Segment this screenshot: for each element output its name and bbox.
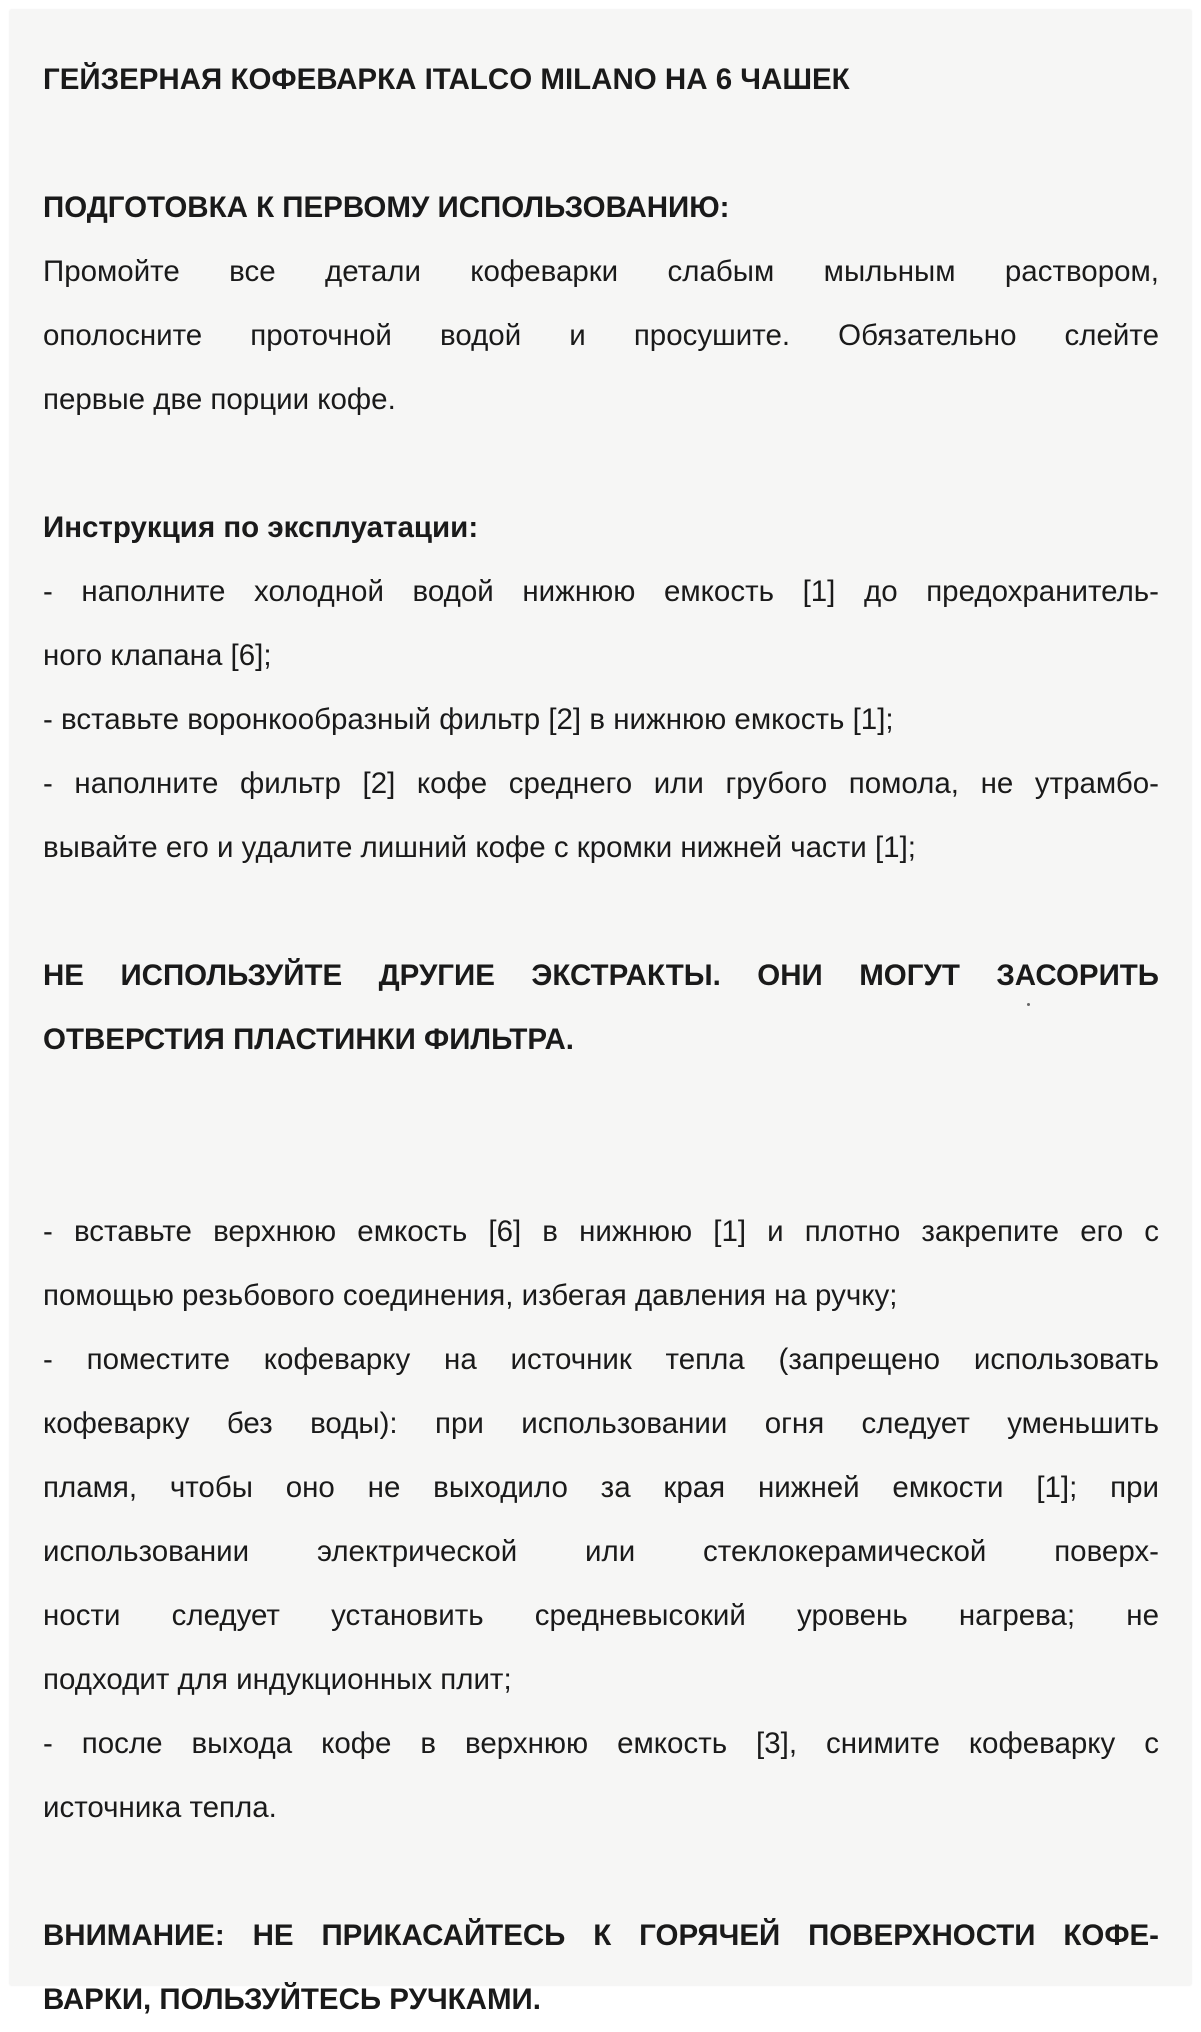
step-line: подходит для индукционных плит; [43, 1663, 512, 1696]
document-title: ГЕЙЗЕРНАЯ КОФЕВАРКА ITALCO MILANO НА 6 ЧАШЕК [43, 63, 850, 96]
warning-line: ВНИМАНИЕ: НЕ ПРИКАСАЙТЕСЬ К ГОРЯЧЕЙ ПОВЕРХНОСТИ КОФЕ- [43, 1919, 1159, 1952]
step-line: - после выхода кофе в верхнюю емкость [3], снимите кофеварку с [43, 1727, 1159, 1760]
instructions-heading: Инструкция по эксплуатации: [43, 511, 479, 544]
step-line: - поместите кофеварку на источник тепла (запрещено использовать [43, 1343, 1159, 1376]
notice-line: ОТВЕРСТИЯ ПЛАСТИНКИ ФИЛЬТРА. [43, 1023, 574, 1056]
instruction-line: - вставьте воронкообразный фильтр [2] в нижнюю емкость [1]; [43, 703, 894, 736]
step-line: - вставьте верхнюю емкость [6] в нижнюю [1] и плотно закрепите его с [43, 1215, 1159, 1248]
prep-line: Промойте все детали кофеварки слабым мыльным раствором, [43, 255, 1159, 288]
notice-line: НЕ ИСПОЛЬЗУЙТЕ ДРУГИЕ ЭКСТРАКТЫ. ОНИ МОГУТ ЗАСОРИТЬ [43, 959, 1159, 992]
step-line: ности следует установить средневысокий уровень нагрева; не [43, 1599, 1159, 1632]
prep-line: первые две порции кофе. [43, 383, 396, 416]
instruction-sheet [10, 10, 1191, 2016]
prep-heading: ПОДГОТОВКА К ПЕРВОМУ ИСПОЛЬЗОВАНИЮ: [43, 191, 730, 224]
instruction-line: вывайте его и удалите лишний кофе с кромки нижней части [1]; [43, 831, 916, 864]
prep-line: ополосните проточной водой и просушите. Обязательно слейте [43, 319, 1159, 352]
step-line: пламя, чтобы оно не выходило за края нижней емкости [1]; при [43, 1471, 1159, 1504]
instruction-line: - наполните фильтр [2] кофе среднего или грубого помола, не утрамбо- [43, 767, 1159, 800]
instruction-line: ного клапана [6]; [43, 639, 272, 672]
step-line: использовании электрической или стеклокерамической поверх- [43, 1535, 1159, 1568]
warning-line: ВАРКИ, ПОЛЬЗУЙТЕСЬ РУЧКАМИ. [43, 1983, 541, 2016]
step-line: кофеварку без воды): при использовании огня следует уменьшить [43, 1407, 1159, 1440]
document-body [43, 48, 1159, 2032]
step-line: помощью резьбового соединения, избегая давления на ручку; [43, 1279, 898, 1312]
instruction-line: - наполните холодной водой нижнюю емкость [1] до предохранитель- [43, 575, 1159, 608]
step-line: источника тепла. [43, 1791, 277, 1824]
